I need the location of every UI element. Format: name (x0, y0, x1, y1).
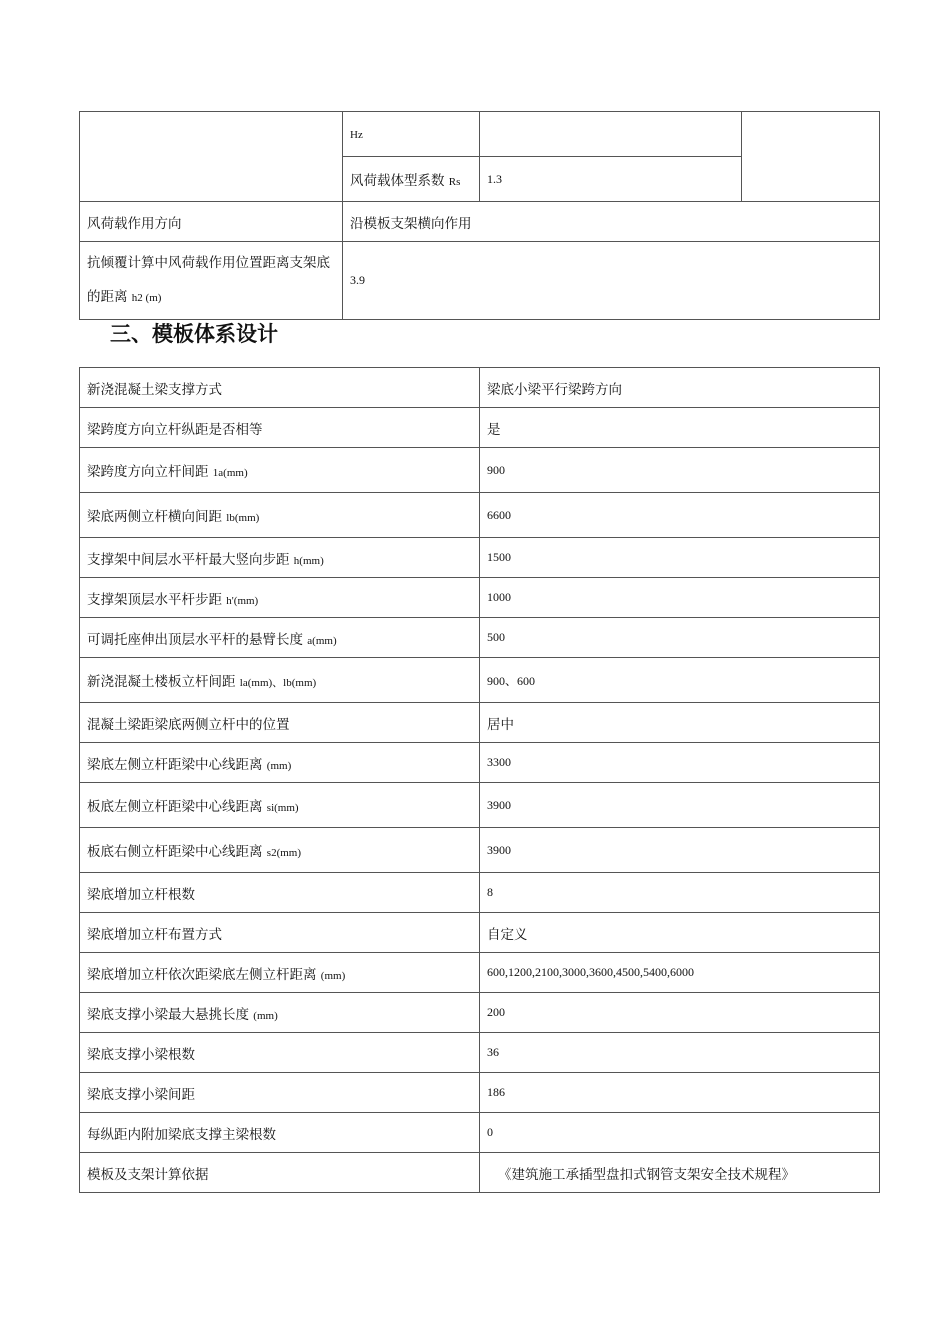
row-value: 186 (480, 1073, 880, 1113)
row-label: 梁底支撑小梁根数 (87, 1046, 195, 1063)
wind-load-table (79, 111, 880, 320)
table-cell (80, 618, 480, 658)
row-value: 1.3 (480, 157, 742, 202)
row-label: 梁底左侧立杆距梁中心线距离 (87, 756, 263, 773)
row-label: 板底右侧立杆距梁中心线距离 (87, 844, 263, 860)
row-label: 梁底支撑小梁间距 (87, 1086, 195, 1103)
row-label: 支撑架顶层水平杆步距 (87, 591, 222, 608)
table-cell (80, 1073, 480, 1113)
table-cell (343, 112, 480, 157)
symbol-text: h'(mm) (226, 594, 259, 607)
row-label: 板底左侧立杆距梁中心线距离 (87, 799, 263, 815)
table-cell (80, 112, 343, 202)
row-value: 1500 (480, 538, 880, 578)
table-cell (80, 408, 480, 448)
row-value: 自定义 (480, 913, 880, 953)
table-cell (80, 538, 480, 578)
row-label: 梁跨度方向立杆纵距是否相等 (87, 421, 263, 438)
row-label: 梁底增加立杆依次距梁底左侧立杆距离 (87, 966, 317, 983)
table-cell (480, 112, 742, 157)
symbol-text: (mm) (320, 969, 346, 982)
table-cell (80, 1153, 480, 1193)
row-value: 沿模板支架横向作用 (343, 202, 880, 242)
table-cell (80, 953, 480, 993)
symbol-text: (mm) (266, 759, 292, 772)
row-value: 900 (480, 448, 880, 493)
symbol-text: a(mm) (307, 634, 337, 647)
row-label: 混凝土梁距梁底两侧立杆中的位置 (87, 716, 290, 733)
row-label: 风荷载体型系数 (350, 173, 445, 189)
symbol-text: h2 (m) (131, 292, 162, 304)
formwork-design-table (79, 367, 880, 1193)
row-value: 36 (480, 1033, 880, 1073)
row-value: 3900 (480, 828, 880, 873)
symbol-text: Hz (350, 129, 363, 141)
table-cell (80, 448, 480, 493)
row-value: 《建筑施工承插型盘扣式钢管支架安全技术规程》 (480, 1153, 880, 1193)
table-cell (80, 993, 480, 1033)
table-row (80, 493, 880, 538)
table-row (80, 448, 880, 493)
table-row (80, 658, 880, 703)
table-cell (80, 743, 480, 783)
row-label: 梁跨度方向立杆间距 (87, 464, 209, 480)
symbol-text: si(mm) (266, 802, 299, 814)
row-label: 支撑架中间层水平杆最大竖向步距 (87, 551, 290, 568)
table-cell (80, 783, 480, 828)
symbol-text: Rs (448, 176, 461, 188)
table-row (80, 1073, 880, 1113)
table-row (80, 112, 880, 157)
table-cell (80, 913, 480, 953)
table-row (80, 538, 880, 578)
row-value: 500 (480, 618, 880, 658)
table-row (80, 618, 880, 658)
table-cell (343, 157, 480, 202)
table-row (80, 828, 880, 873)
table-cell (742, 112, 880, 202)
row-label: 新浇混凝土梁支撑方式 (87, 381, 222, 398)
row-value: 3.9 (343, 242, 880, 320)
row-value: 6600 (480, 493, 880, 538)
table-row (80, 408, 880, 448)
table-row (80, 1113, 880, 1153)
row-value: 梁底小梁平行梁跨方向 (480, 368, 880, 408)
row-value: 1000 (480, 578, 880, 618)
row-label: 梁底增加立杆根数 (87, 886, 195, 903)
table-cell (80, 703, 480, 743)
row-value: 900、600 (480, 658, 880, 703)
row-label: 梁底增加立杆布置方式 (87, 926, 222, 943)
table-row (80, 578, 880, 618)
row-label: 风荷载作用方向 (80, 202, 343, 242)
row-value: 3300 (480, 743, 880, 783)
table-row (80, 873, 880, 913)
table-row (80, 202, 880, 242)
symbol-text: h(mm) (293, 554, 324, 567)
table-cell (80, 1033, 480, 1073)
section-title: 三、模板体系设计 (110, 322, 278, 346)
table-row (80, 743, 880, 783)
table-cell (80, 493, 480, 538)
row-value: 是 (480, 408, 880, 448)
table-row (80, 1033, 880, 1073)
row-label: 新浇混凝土楼板立杆间距 (87, 674, 236, 690)
row-value: 居中 (480, 703, 880, 743)
row-label: 梁底两侧立杆横向间距 (87, 509, 222, 525)
table-cell (80, 828, 480, 873)
row-label: 抗倾覆计算中风荷载作用位置距离支架底的距离 (87, 255, 330, 305)
table-cell (80, 242, 343, 320)
table-row (80, 368, 880, 408)
row-value: 600,1200,2100,3000,3600,4500,5400,6000 (480, 953, 880, 993)
table-row (80, 953, 880, 993)
row-label: 每纵距内附加梁底支撑主梁根数 (87, 1126, 276, 1143)
table-cell (80, 658, 480, 703)
row-value: 200 (480, 993, 880, 1033)
table-row (80, 783, 880, 828)
row-label: 可调托座伸出顶层水平杆的悬臂长度 (87, 631, 303, 648)
symbol-text: lb(mm) (226, 512, 260, 524)
table-row (80, 993, 880, 1033)
symbol-text: 1a(mm) (212, 467, 248, 479)
table-row (80, 913, 880, 953)
table-row (80, 1153, 880, 1193)
symbol-text: s2(mm) (266, 847, 302, 859)
table-cell (80, 578, 480, 618)
table-cell (80, 873, 480, 913)
row-label: 梁底支撑小梁最大悬挑长度 (87, 1006, 249, 1023)
table-row (80, 703, 880, 743)
symbol-text: la(mm)、lb(mm) (239, 677, 317, 689)
row-value: 8 (480, 873, 880, 913)
row-value: 0 (480, 1113, 880, 1153)
row-label: 模板及支架计算依据 (87, 1166, 209, 1183)
table-row (80, 242, 880, 320)
row-value: 3900 (480, 783, 880, 828)
table-cell (80, 368, 480, 408)
table-cell (80, 1113, 480, 1153)
symbol-text: (mm) (253, 1009, 278, 1022)
